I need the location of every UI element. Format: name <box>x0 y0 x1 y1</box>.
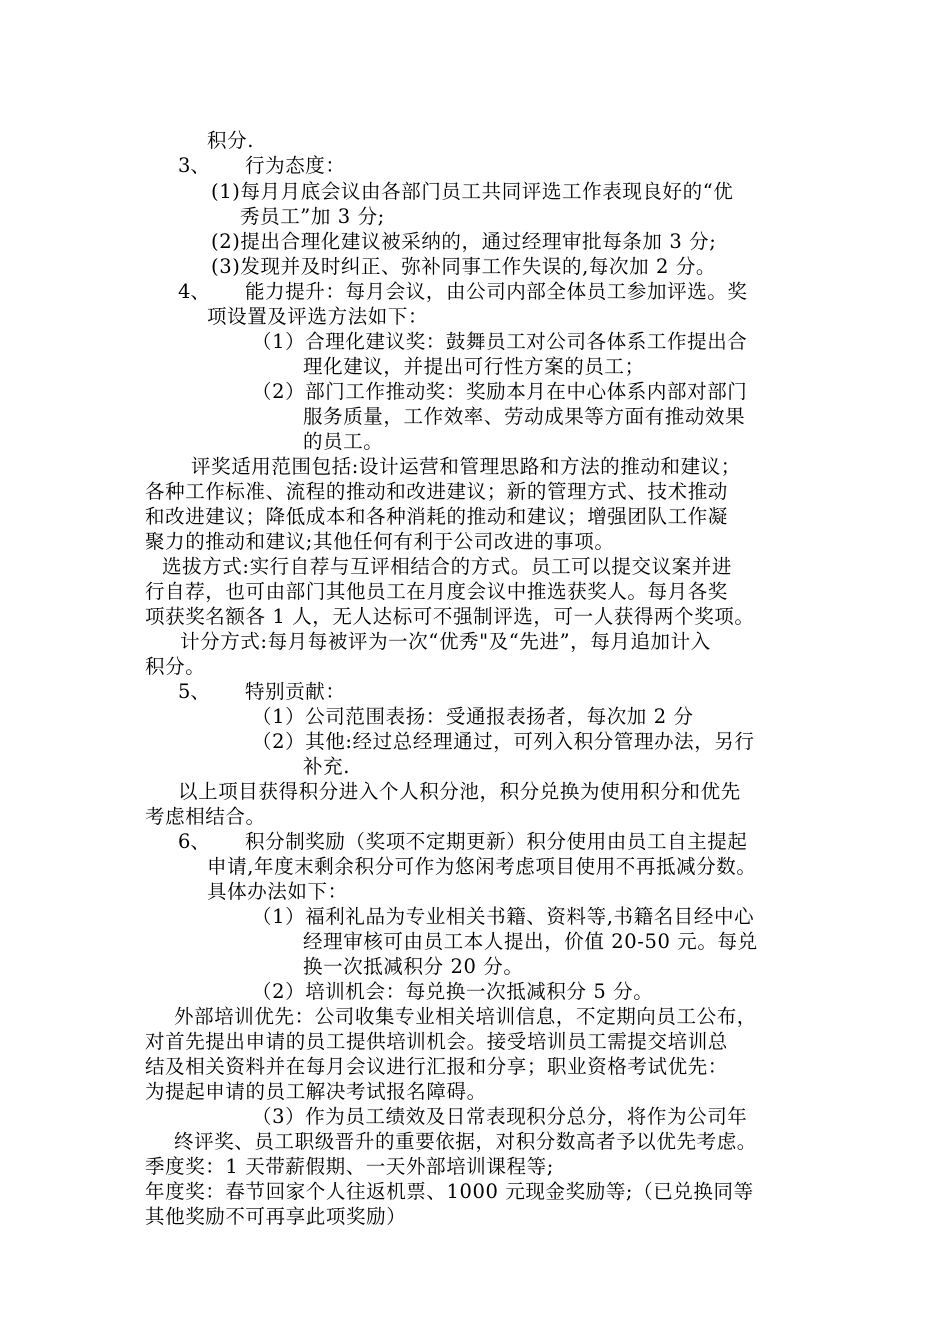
text-line: 其他奖励不可再享此项奖励） <box>145 1205 407 1228</box>
text-line: 理化建议，并提出可行性方案的员工； <box>303 355 645 378</box>
text-line: 服务质量，工作效率、劳动成果等方面有推动效果 <box>303 405 746 428</box>
text-line: 经理审核可由员工本人提出，价值 20-50 元。每兑 <box>303 930 758 953</box>
text-line: (2)提出合理化建议被采纳的，通过经理审批每条加 3 分; <box>211 230 717 253</box>
section-number: 3、 <box>178 154 210 177</box>
section-heading: 积分制奖励（奖项不定期更新）积分使用由员工自主提起 <box>245 830 748 853</box>
text-line: 秀员工”加 3 分; <box>240 205 385 228</box>
text-line: （2）培训机会：每兑换一次抵减积分 5 分。 <box>252 980 654 1003</box>
text-line: （1）合理化建议奖：鼓舞员工对公司各体系工作提出合 <box>252 330 748 353</box>
text-line: （1）公司范围表扬：受通报表扬者，每次加 2 分 <box>252 705 694 728</box>
text-line: （1）福利礼品为专业相关书籍、资料等,书籍名目经中心 <box>252 905 755 928</box>
text-line: 为提起申请的员工解决考试报名障碍。 <box>145 1080 487 1103</box>
text-line: 申请,年度末剩余积分可作为悠闲考虑项目使用不再抵减分数。 <box>207 855 757 878</box>
text-line: （3）作为员工绩效及日常表现积分总分，将作为公司年 <box>252 1105 748 1128</box>
text-line: 年度奖：春节回家个人往返机票、1000 元现金奖励等;（已兑换同等 <box>145 1180 754 1203</box>
section-number: 6、 <box>178 830 210 853</box>
text-line: 和改进建议；降低成本和各种消耗的推动和建议；增强团队工作凝 <box>145 505 728 528</box>
text-line: 补充. <box>303 755 350 778</box>
text-line: 计分方式:每月每被评为一次“优秀"及“先进”，每月追加计入 <box>180 630 711 653</box>
text-line: 项获奖名额各 1 人，无人达标可不强制评选，可一人获得两个奖项。 <box>145 605 755 628</box>
section-number: 5、 <box>178 680 210 703</box>
text-line: 终评奖、员工职级晋升的重要依据，对积分数高者予以优先考虑。 <box>174 1130 757 1153</box>
text-line: 项设置及评选方法如下： <box>207 305 429 328</box>
section-number: 4、 <box>178 280 210 303</box>
text-line: 外部培训优先：公司收集专业相关培训信息，不定期向员工公布， <box>174 1005 757 1028</box>
text-line: 选拔方式:实行自荐与互评相结合的方式。员工可以提交议案并进 <box>162 555 732 578</box>
text-line: 结及相关资料并在每月会议进行汇报和分享；职业资格考试优先： <box>145 1055 728 1078</box>
text-line: 积分. <box>207 129 254 152</box>
text-line: 考虑相结合。 <box>145 805 266 828</box>
text-line: 对首先提出申请的员工提供培训机会。接受培训员工需提交培训总 <box>145 1030 728 1053</box>
section-heading: 能力提升：每月会议，由公司内部全体员工参加评选。奖 <box>245 280 748 303</box>
text-line: 各种工作标准、流程的推动和改进建议；新的管理方式、技术推动 <box>145 480 728 503</box>
section-heading: 行为态度： <box>245 154 346 177</box>
text-line: 以上项目获得积分进入个人积分池，积分兑换为使用积分和优先 <box>178 780 741 803</box>
text-line: （2）其他:经过总经理通过，可列入积分管理办法，另行 <box>252 730 755 753</box>
text-line: 积分。 <box>145 655 206 678</box>
text-line: 季度奖：1 天带薪假期、一天外部培训课程等; <box>145 1155 554 1178</box>
text-line: 换一次抵减积分 20 分。 <box>303 955 524 978</box>
text-line: （2）部门工作推动奖：奖励本月在中心体系内部对部门 <box>252 380 748 403</box>
text-line: (1)每月月底会议由各部门员工共同评选工作表现良好的“优 <box>211 180 734 203</box>
section-heading: 特别贡献： <box>245 680 346 703</box>
text-line: (3)发现并及时纠正、弥补同事工作失误的,每次加 2 分。 <box>211 255 717 278</box>
text-line: 的员工。 <box>303 430 384 453</box>
text-line: 行自荐，也可由部门其他员工在月度会议中推选获奖人。每月各奖 <box>145 580 728 603</box>
text-line: 具体办法如下： <box>207 880 348 903</box>
text-line: 评奖适用范围包括:设计运营和管理思路和方法的推动和建议； <box>191 455 741 478</box>
text-line: 聚力的推动和建议;其他任何有利于公司改进的事项。 <box>145 530 615 553</box>
